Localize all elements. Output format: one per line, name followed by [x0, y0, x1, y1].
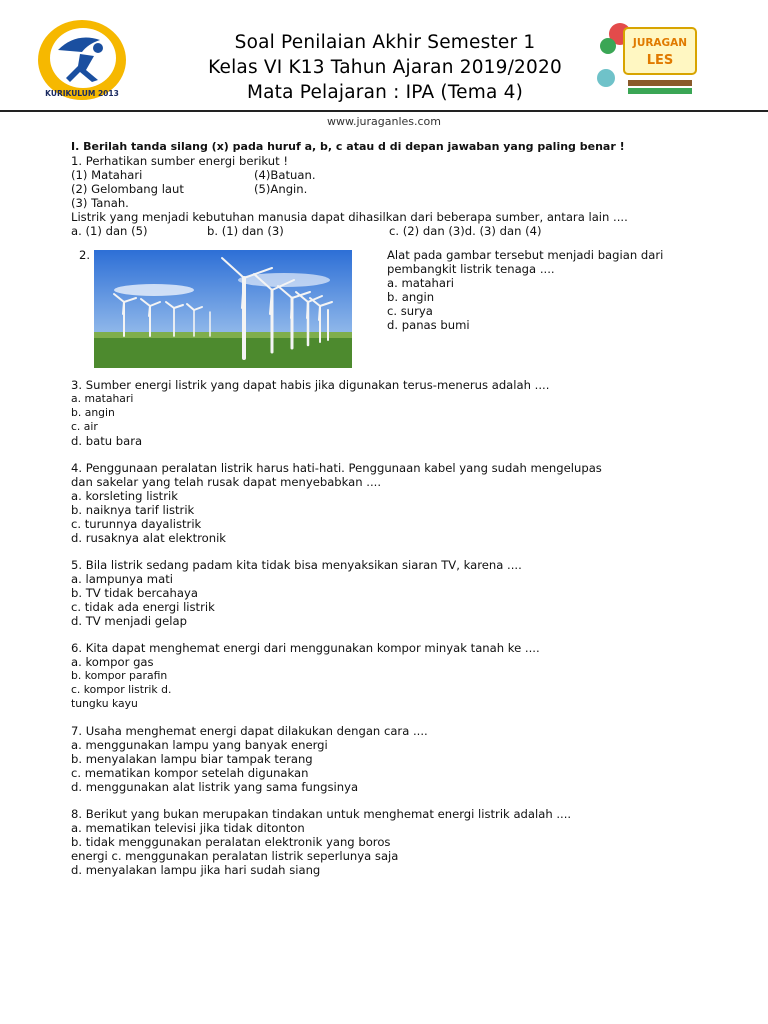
spacer — [71, 711, 711, 724]
q2-block — [71, 248, 711, 378]
website-link[interactable]: www.juraganles.com — [326, 115, 441, 128]
q2-option-c[interactable]: c. surya — [387, 304, 433, 318]
q3-option-c[interactable]: c. air — [71, 420, 98, 433]
logo-right-text-1: JURAGAN — [632, 37, 688, 49]
q4-option-d[interactable]: d. rusaknya alat elektronik — [71, 531, 226, 545]
q3-option-d[interactable]: d. batu bara — [71, 434, 143, 448]
q7-stem: 7. Usaha menghemat energi dapat dilakukan dengan cara .... — [71, 724, 428, 738]
title-line-3: Mata Pelajaran : IPA (Tema 4) — [246, 82, 523, 103]
q5-option-b[interactable]: b. TV tidak bercahaya — [71, 586, 198, 600]
q2-question-line-2: pembangkit listrik tenaga .... — [387, 262, 555, 276]
q6-stem: 6. Kita dapat menghemat energi dari menggunakan kompor minyak tanah ke .... — [71, 641, 540, 655]
header-divider — [0, 110, 768, 112]
spacer — [71, 794, 711, 807]
title-block — [150, 30, 620, 105]
q8-option-c[interactable]: energi c. menggunakan peralatan listrik seperlunya saja — [71, 849, 399, 863]
q1-option-b[interactable]: b. (1) dan (3) — [207, 224, 284, 238]
q6-option-b[interactable]: b. kompor parafin — [71, 669, 168, 682]
q2-option-a[interactable]: a. matahari — [387, 276, 454, 290]
q2-text — [387, 248, 687, 332]
q8-stem: 8. Berikut yang bukan merupakan tindakan untuk menghemat energi listrik adalah .... — [71, 807, 572, 821]
q5-option-c[interactable]: c. tidak ada energi listrik — [71, 600, 215, 614]
logo-right-text-2: LES — [646, 53, 674, 68]
q1-items-row-1 — [71, 168, 711, 182]
q1-item-1: (1) Matahari — [71, 168, 143, 182]
q4-option-b[interactable]: b. naiknya tarif listrik — [71, 503, 195, 517]
q1-item-4: (4)Batuan. — [254, 168, 316, 182]
q7-option-c[interactable]: c. mematikan kompor setelah digunakan — [71, 766, 309, 780]
q2-number: 2. — [79, 248, 91, 262]
q8-option-b[interactable]: b. tidak menggunakan peralatan elektronik yang boros — [71, 835, 391, 849]
q2-option-d[interactable]: d. panas bumi — [387, 318, 470, 332]
q8-option-a[interactable]: a. mematikan televisi jika tidak ditonton — [71, 821, 305, 835]
q6-option-d[interactable]: tungku kayu — [71, 697, 138, 710]
q1-option-cd[interactable]: c. (2) dan (3)d. (3) dan (4) — [389, 224, 542, 238]
q1-options — [71, 224, 711, 238]
q5-option-d[interactable]: d. TV menjadi gelap — [71, 614, 187, 628]
title-line-2: Kelas VI K13 Tahun Ajaran 2019/2020 — [208, 57, 562, 78]
wind-turbine-image — [94, 250, 352, 368]
q6-option-a[interactable]: a. kompor gas — [71, 655, 154, 669]
exam-content — [71, 140, 711, 877]
title-line-1: Soal Penilaian Akhir Semester 1 — [234, 32, 536, 53]
spacer — [71, 628, 711, 641]
logo-left-text: KURIKULUM 2013 — [45, 89, 119, 98]
q1-option-a[interactable]: a. (1) dan (5) — [71, 224, 148, 238]
q5-option-a[interactable]: a. lampunya mati — [71, 572, 173, 586]
spacer — [71, 545, 711, 558]
q7-option-b[interactable]: b. menyalakan lampu biar tampak terang — [71, 752, 313, 766]
q3-option-a[interactable]: a. matahari — [71, 392, 134, 405]
q3-option-b[interactable]: b. angin — [71, 406, 115, 419]
q1-item-3: (3) Tanah. — [71, 196, 129, 210]
q1-items-row-3 — [71, 196, 711, 210]
q2-question-line-1: Alat pada gambar tersebut menjadi bagian dari — [387, 248, 664, 262]
q4-stem-line-2: dan sakelar yang telah rusak dapat menyebabkan .... — [71, 475, 382, 489]
q7-option-d[interactable]: d. menggunakan alat listrik yang sama fungsinya — [71, 780, 359, 794]
q2-option-b[interactable]: b. angin — [387, 290, 435, 304]
q5-stem: 5. Bila listrik sedang padam kita tidak bisa menyaksikan siaran TV, karena .... — [71, 558, 522, 572]
kurikulum-2013-logo — [36, 18, 128, 104]
q1-stem: 1. Perhatikan sumber energi berikut ! — [71, 154, 289, 168]
q1-item-5: (5)Angin. — [254, 182, 308, 196]
page-header — [0, 0, 768, 112]
q4-option-a[interactable]: a. korsleting listrik — [71, 489, 178, 503]
q3-stem: 3. Sumber energi listrik yang dapat habis jika digunakan terus-menerus adalah .... — [71, 378, 550, 392]
q1-item-2: (2) Gelombang laut — [71, 182, 184, 196]
q6-option-c[interactable]: c. kompor listrik d. — [71, 683, 172, 696]
q7-option-a[interactable]: a. menggunakan lampu yang banyak energi — [71, 738, 328, 752]
q8-option-d[interactable]: d. menyalakan lampu jika hari sudah siang — [71, 863, 321, 877]
instruction: I. Berilah tanda silang (x) pada huruf a, b, c atau d di depan jawaban yang paling benar ! — [71, 140, 625, 153]
q4-option-c[interactable]: c. turunnya dayalistrik — [71, 517, 202, 531]
q1-question: Listrik yang menjadi kebutuhan manusia dapat dihasilkan dari beberapa sumber, antara lain .... — [71, 210, 628, 224]
q4-stem-line-1: 4. Penggunaan peralatan listrik harus hati-hati. Penggunaan kabel yang sudah mengelupas — [71, 461, 602, 475]
spacer — [71, 448, 711, 461]
q1-items-row-2 — [71, 182, 711, 196]
